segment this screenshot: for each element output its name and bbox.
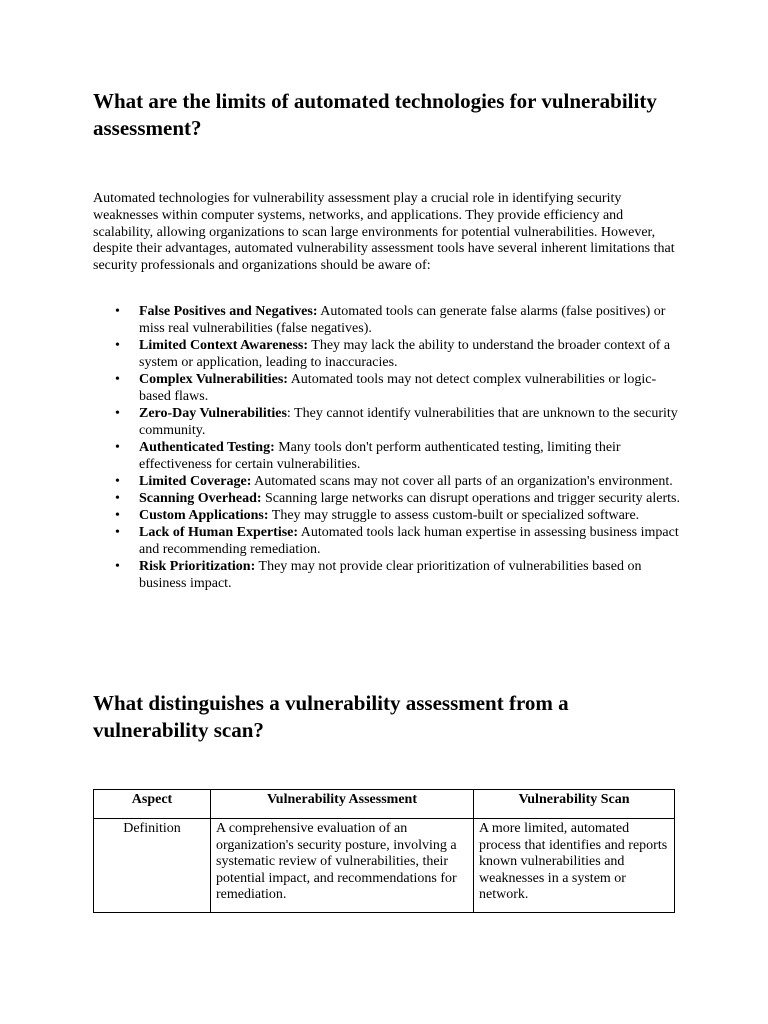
bullet-icon: • [115, 491, 120, 506]
table-header-row [94, 790, 675, 819]
list-item-text: Automated tools may not detect complex vulnerabilities or logic-based flaws. [139, 372, 657, 404]
list-item-term: Authenticated Testing: [139, 440, 275, 455]
list-item [93, 439, 683, 473]
list-item-text: They may not provide clear prioritization of vulnerabilities based on business impact. [139, 559, 642, 591]
column-header-vulnerability-scan: Vulnerability Scan [474, 790, 675, 819]
table-cell-assessment: A comprehensive evaluation of an organization's security posture, involving a systematic review of vulnerabilities, their potential impact, and recommendations for remediation. [211, 819, 474, 913]
bullet-icon: • [115, 304, 120, 319]
list-item-text: : They cannot identify vulnerabilities that are unknown to the security community. [139, 406, 678, 438]
list-item-term: Custom Applications: [139, 508, 269, 523]
list-item [93, 473, 683, 490]
list-item [93, 524, 683, 558]
list-item-text: Automated tools lack human expertise in assessing business impact and recommending remediation. [139, 525, 679, 557]
bullet-icon: • [115, 508, 120, 523]
list-item [93, 371, 683, 405]
list-item-term: Lack of Human Expertise: [139, 525, 299, 540]
list-item [93, 490, 683, 507]
intro-paragraph: Automated technologies for vulnerability assessment play a crucial role in identifying security weaknesses within computer systems, networks, and applications. They provide efficiency and scalability, allowing organizations to scan large environments for potential vulnerabilities. However, despite their advantages, automated vulnerability assessment tools have several inherent limitations that security professionals and organizations should be aware of: [93, 191, 675, 274]
column-header-vulnerability-assessment: Vulnerability Assessment [211, 790, 474, 819]
column-header-aspect: Aspect [94, 790, 211, 819]
list-item-text: Scanning large networks can disrupt operations and trigger security alerts. [261, 491, 680, 506]
heading-assessment-vs-scan: What distinguishes a vulnerability assessment from a vulnerability scan? [93, 691, 569, 742]
list-item-term: Complex Vulnerabilities: [139, 372, 288, 387]
table-row [94, 819, 675, 913]
list-item [93, 405, 683, 439]
bullet-icon: • [115, 440, 120, 455]
bullet-icon: • [115, 338, 120, 353]
bullet-icon: • [115, 559, 120, 574]
list-item-term: False Positives and Negatives: [139, 304, 318, 319]
bullet-icon: • [115, 525, 120, 540]
list-item [93, 507, 683, 524]
list-item [93, 303, 683, 337]
table-cell-aspect: Definition [94, 819, 211, 913]
bullet-icon: • [115, 372, 120, 387]
limitations-list [93, 303, 683, 592]
comparison-table [93, 789, 675, 913]
list-item-text: Many tools don't perform authenticated testing, limiting their effectiveness for certain vulnerabilities. [139, 440, 621, 472]
list-item-text: Automated scans may not cover all parts of an organization's environment. [251, 474, 673, 489]
bullet-icon: • [115, 406, 120, 421]
list-item-term: Limited Context Awareness: [139, 338, 309, 353]
table-cell-scan: A more limited, automated process that identifies and reports known vulnerabilities and weaknesses in a system or network. [474, 819, 675, 913]
list-item-text: Automated tools can generate false alarms (false positives) or miss real vulnerabilities (false negatives). [139, 304, 666, 336]
list-item-text: They may lack the ability to understand the broader context of a system or application, leading to inaccuracies. [139, 338, 671, 370]
list-item-text: They may struggle to assess custom-built or specialized software. [268, 508, 640, 523]
list-item [93, 558, 683, 592]
list-item-term: Limited Coverage: [139, 474, 252, 489]
list-item-term: Scanning Overhead: [139, 491, 262, 506]
bullet-icon: • [115, 474, 120, 489]
list-item-term: Risk Prioritization: [139, 559, 256, 574]
list-item [93, 337, 683, 371]
list-item-term: Zero-Day Vulnerabilities [139, 406, 287, 421]
heading-limits-automated-tech: What are the limits of automated technologies for vulnerability assessment? [93, 89, 657, 140]
